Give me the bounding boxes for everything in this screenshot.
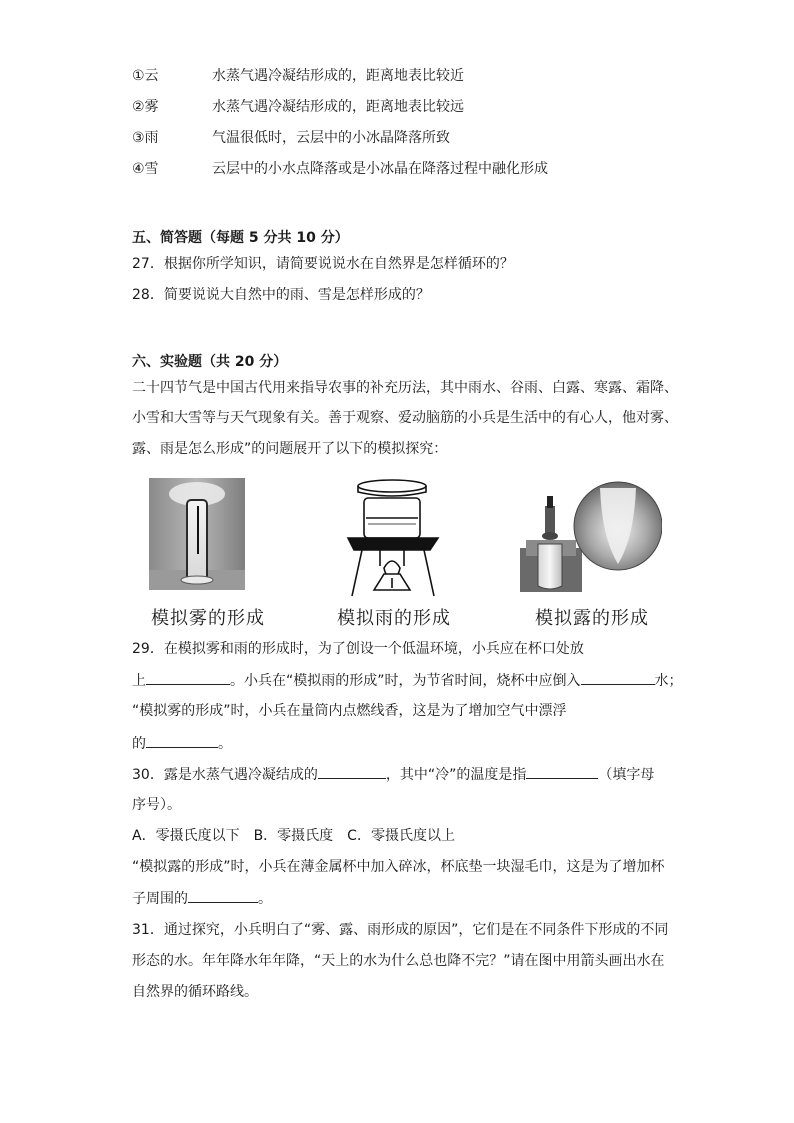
question-31-line-2: 形态的水。年年降水年年降，“天上的水为什么总也降不完？”请在图中用箭头画出水在 <box>132 953 665 969</box>
fog-experiment-photo <box>149 478 245 590</box>
match-term: ④雪 <box>132 161 159 177</box>
q30-text-a: 30．露是水蒸气遇冷凝结成的 <box>132 767 318 783</box>
q29-blank-1[interactable] <box>146 670 230 685</box>
q30-text-e: 。 <box>258 891 272 907</box>
question-29-line-4 <box>132 733 232 754</box>
rain-experiment-diagram <box>344 478 442 598</box>
question-30-line-4 <box>132 888 272 909</box>
match-row-snow <box>132 159 548 179</box>
match-desc: 云层中的小水点降落或是小冰晶在降落过程中融化形成 <box>212 161 548 177</box>
match-desc: 水蒸气遇冷凝结形成的，距离地表比较远 <box>212 99 464 115</box>
match-row-rain <box>132 128 450 148</box>
match-row-cloud <box>132 66 464 86</box>
question-30-line-2: 序号）。 <box>132 797 181 813</box>
q30-blank-1[interactable] <box>318 764 386 779</box>
caption-rain: 模拟雨的形成 <box>337 608 451 629</box>
q30-text-b: ，其中“冷”的温度是指 <box>385 767 527 783</box>
question-27: 27．根据你所学知识，请简要说说水在自然界是怎样循环的？ <box>132 256 514 272</box>
q29-text-b: 。小兵在“模拟雨的形成”时，为节省时间，烧杯中应倒入 <box>230 673 581 689</box>
section-five-heading: 五、简答题（每题 5 分共 10 分） <box>132 230 349 246</box>
question-29-line-3: “模拟雾的形成”时，小兵在量筒内点燃线香，这是为了增加空气中漂浮 <box>132 703 567 719</box>
question-29-line-2 <box>132 670 683 691</box>
question-31-line-1: 31．通过探究，小兵明白了“雾、露、雨形成的原因”，它们是在不同条件下形成的不同 <box>132 922 669 938</box>
question-30-line-1 <box>132 764 654 785</box>
question-30-line-3: “模拟露的形成”时，小兵在薄金属杯中加入碎冰，杯底垫一块湿毛巾，这是为了增加杯 <box>132 859 665 875</box>
question-28: 28．简要说说大自然中的雨、雪是怎样形成的？ <box>132 287 430 303</box>
match-desc: 水蒸气遇冷凝结形成的，距离地表比较近 <box>212 68 464 84</box>
q30-blank-2[interactable] <box>526 764 598 779</box>
q30-blank-3[interactable] <box>188 888 258 903</box>
match-term: ②雾 <box>132 99 159 115</box>
intro-line-3: 露、雨是怎么形成”的问题展开了以下的模拟探究： <box>132 441 448 457</box>
q29-text-d: 的 <box>132 736 146 752</box>
question-29-line-1: 29．在模拟雾和雨的形成时，为了创设一个低温环境，小兵应在杯口处放 <box>132 641 584 657</box>
intro-line-1: 二十四节气是中国古代用来指导农事的补充历法，其中雨水、谷雨、白露、寒露、霜降、 <box>132 380 678 396</box>
match-term: ①云 <box>132 68 159 84</box>
q29-text-c: 水； <box>654 673 683 689</box>
intro-line-2: 小雪和大雪等与天气现象有关。善于观察、爱动脑筋的小兵是生活中的有心人，他对雾、 <box>132 410 678 426</box>
section-six-heading: 六、实验题（共 20 分） <box>132 354 288 370</box>
q29-blank-3[interactable] <box>146 733 218 748</box>
q29-blank-2[interactable] <box>581 670 655 685</box>
match-desc: 气温很低时，云层中的小冰晶降落所致 <box>212 130 450 146</box>
dew-experiment-photo <box>520 478 662 592</box>
caption-dew: 模拟露的形成 <box>535 608 649 629</box>
q29-text-a: 上 <box>132 673 146 689</box>
q29-text-e: 。 <box>218 736 232 752</box>
match-term: ③雨 <box>132 130 159 146</box>
q30-text-d: 子周围的 <box>132 891 188 907</box>
caption-fog: 模拟雾的形成 <box>151 608 265 629</box>
match-row-fog <box>132 97 464 117</box>
question-31-line-3: 自然界的循环路线。 <box>132 984 258 1000</box>
question-30-options: A．零摄氏度以下 B．零摄氏度 C．零摄氏度以上 <box>132 828 455 844</box>
q30-text-c: （填字母 <box>598 767 655 783</box>
